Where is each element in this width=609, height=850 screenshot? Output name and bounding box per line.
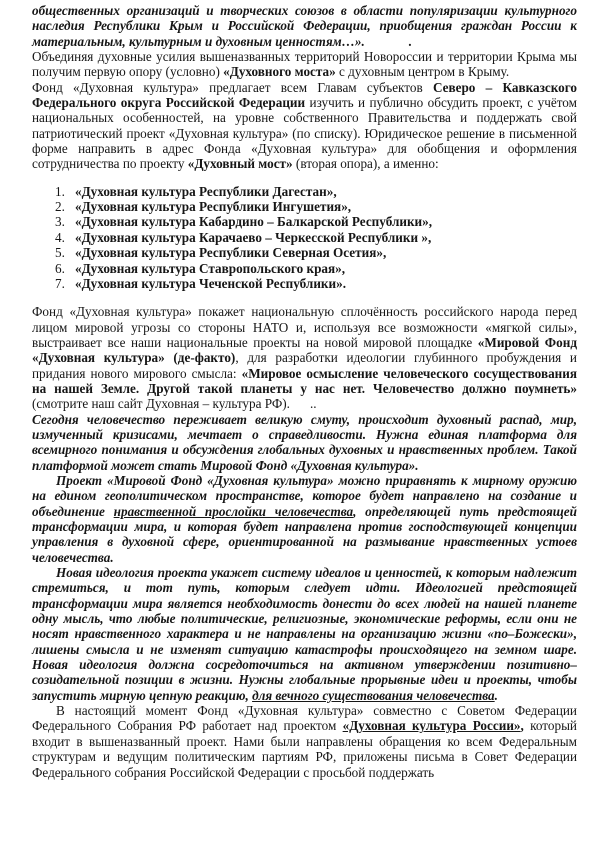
paragraph-proposal [32, 80, 577, 172]
list-item-text: «Духовная культура Республики Северная Осетия», [75, 245, 387, 261]
list-item-text: «Духовная культура Ставропольского края», [75, 260, 346, 276]
paragraph-quote-continuation [32, 3, 577, 49]
list-item [32, 199, 577, 214]
text-run: изучить и публично обсудить проект, с учётом национальных особенностей, на уровне собственного Правительства и поддержать свой патриотический проект «Духовная культура» (по списку). Юридическое решение в письменной форме направить в адрес Фонда «Духовная культура» для обобщения и оформления сотрудничества по проекту [32, 95, 577, 172]
text-run-bold: «Мировое осмысление человеческого сосуществования на нашей Земле. Другой такой планеты у нас нет. Человечество должно поумнеть» [32, 365, 577, 396]
text-run-bold-underline: «Духовная культура России» [342, 718, 521, 734]
text-run: . [494, 687, 498, 703]
text-run: Новая идеология проекта укажет систему идеалов и ценностей, к которым надлежит стремиться, и тот путь, которым следует идти. Идеологией предстоящей трансформации мира является необходимость донести до всех людей на нашей планете одну мысль, что любые политические, религиозные, экономические реформы, если они не носят нравственного характера и не направлены на организацию жизни «по–Божески», лишены смысла и не изменят ситуацию катастрофы происходящего на земном шаре. Новая идеология должна сосредоточиться на активном утверждении позитивно–созидательной позиции в жизни. Нужны глобальные прорывные идеи и проекты, чтобы запустить мирную цепную реакцию, [32, 565, 577, 703]
text-run: Проект «Мировой Фонд «Духовная культура» можно приравнять к мирному оружию на едином геополитическом пространстве, которое будет направлено на создание и объединение [32, 472, 577, 519]
stray-period: . [408, 33, 413, 49]
list-item-text: «Духовная культура Карачаево – Черкесской Республики », [75, 229, 432, 245]
stray-dots: .. [309, 396, 317, 412]
text-run-bold: , [520, 718, 524, 734]
text-run: (вторая опора), а именно: [292, 156, 439, 172]
text-run-bold: Северо – Кавказского Федерального округа Российской Федерации [32, 79, 577, 111]
list-item-text: «Духовная культура Кабардино – Балкарской Республики», [75, 214, 433, 230]
paragraph-troubled-times [32, 412, 577, 473]
list-number: 5. [55, 245, 65, 261]
list-item-text: «Духовная культура Республики Дагестан», [75, 183, 337, 199]
text-run-underline: для вечного существования человечества [252, 687, 495, 703]
text-run: Объединяя духовные усилия вышеназванных территорий Новороссии и территории Крыма мы получим первую опору (условно) [32, 49, 577, 80]
region-programs-list [32, 184, 577, 291]
text-run: Фонд «Духовная культура» покажет национальную сплочённость российского народа перед лицом мировой угрозы со стороны НАТО и, используя все возможности «мягкой силы», выстраивает все наши национальные проекты на новой мировой площадке [32, 304, 577, 350]
paragraph-project-weapon [32, 473, 577, 565]
text-run: Сегодня человечество переживает великую смуту, происходит духовный распад, мир, измученный кризисами, мечтает о справедливости. Нужна единая платформа для всемирного понимания и обсуждения глобальных духовных и нравственных проблем. Такой платформой может стать Мировой Фонд «Духовная культура». [32, 411, 577, 473]
text-run: с духовным центром в Крыму. [335, 64, 510, 80]
text-run-bold: «Духовного моста» [223, 64, 336, 80]
list-number: 3. [55, 214, 65, 230]
paragraph-spiritual-bridge [32, 49, 577, 80]
list-number: 2. [55, 199, 65, 215]
list-number: 4. [55, 229, 65, 245]
text-run: В настоящий момент Фонд «Духовная культура» совместно с Советом Федерации Федерального Собрания РФ работает над проектом [32, 703, 577, 734]
text-run: (смотрите наш сайт Духовная – культура РФ). [32, 396, 290, 412]
text-run: Фонд «Духовная культура» предлагает всем Главам субъектов [32, 79, 433, 95]
text-run: , определяющей путь предстоящей трансформации мира, и которая будет направлена против господствующей концепции управления в духовной сфере, ориентированной на размывание нравственных устоев человечества. [32, 503, 577, 565]
list-item-text: «Духовная культура Республики Ингушетия», [75, 199, 352, 215]
paragraph-world-fund [32, 304, 577, 411]
text-run-bold: «Мировой Фонд «Духовная культура» (де-факто) [32, 334, 577, 366]
list-item [32, 261, 577, 276]
list-item [32, 214, 577, 229]
paragraph-current-work [32, 703, 577, 780]
list-number: 1. [55, 183, 65, 199]
list-item [32, 230, 577, 245]
text-run: общественных организаций и творческих союзов в области популяризации культурного наследия Республики Крым и Российской Федерации, приобщения граждан России к материальным, культурным и духовным ценностям…». [32, 3, 577, 49]
list-item [32, 184, 577, 199]
paragraph-new-ideology [32, 565, 577, 703]
list-item-text: «Духовная культура Чеченской Республики». [75, 275, 347, 291]
text-run: который входит в вышеназванный проект. Нами были направлены обращения ко всем Федеральным структурам и ведущим политическим партиям РФ, приложены письма в Совет Федерации Федерального собрания Российской Федерации с просьбой поддержать [32, 718, 577, 780]
text-run: , для разработки идеологии глубинного пробуждения и придания нового мирового смысла: [32, 350, 577, 381]
list-number: 7. [55, 275, 65, 291]
list-item [32, 245, 577, 260]
list-number: 6. [55, 260, 65, 276]
text-run-underline: нравственной прослойки человечества [113, 503, 354, 519]
text-run-bold: «Духовный мост» [187, 156, 293, 172]
list-item [32, 276, 577, 291]
